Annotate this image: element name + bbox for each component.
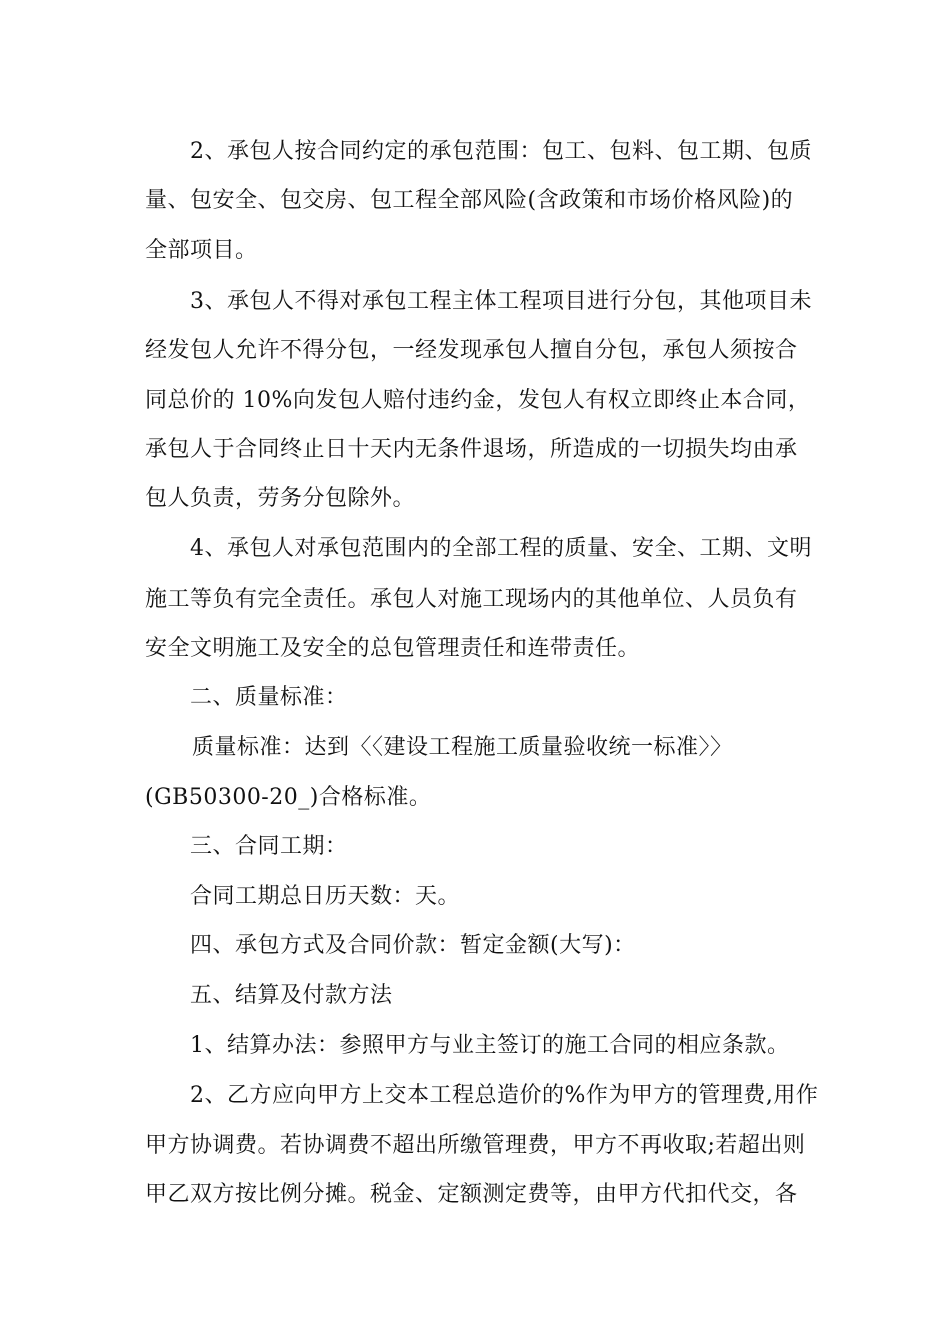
paragraph-line: 2、乙方应向甲方上交本工程总造价的%作为甲方的管理费,用作 [190,1083,819,1108]
paragraph-line: 全部项目。 [145,238,258,263]
paragraph-line: 同总价的 10%向发包人赔付违约金，发包人有权立即终止本合同， [145,388,811,413]
paragraph-line: 承包人于合同终止日十天内无条件退场，所造成的一切损失均由承 [145,437,798,462]
paragraph-line: 量、包安全、包交房、包工程全部风险(含政策和市场价格风险)的 [145,188,794,213]
paragraph-line: 2、承包人按合同约定的承包范围：包工、包料、包工期、包质 [190,139,812,164]
paragraph-line: (GB50300-20_)合格标准。 [145,785,432,810]
paragraph-line: 包人负责，劳务分包除外。 [145,486,416,511]
paragraph-line: 质量标准：达到〈〈建设工程施工质量验收统一标准〉〉 [192,735,733,760]
section-heading: 二、质量标准： [190,685,348,710]
paragraph-line: 安全文明施工及安全的总包管理责任和连带责任。 [145,636,641,661]
paragraph-line: 甲方协调费。若协调费不超出所缴管理费，甲方不再收取;若超出则 [145,1133,806,1158]
paragraph-line: 合同工期总日历天数：天。 [190,884,461,909]
paragraph-line: 4、承包人对承包范围内的全部工程的质量、安全、工期、文明 [190,536,812,561]
paragraph-line: 1、结算办法：参照甲方与业主签订的施工合同的相应条款。 [190,1033,790,1058]
paragraph-line: 3、承包人不得对承包工程主体工程项目进行分包，其他项目未 [190,289,812,314]
section-heading: 四、承包方式及合同价款：暂定金额(大写)： [190,933,636,958]
paragraph-line: 经发包人允许不得分包，一经发现承包人擅自分包，承包人须按合 [145,338,798,363]
section-heading: 三、合同工期： [190,834,348,859]
paragraph-line: 甲乙双方按比例分摊。税金、定额测定费等，由甲方代扣代交，各 [145,1182,798,1207]
section-heading: 五、结算及付款方法 [190,983,393,1008]
paragraph-line: 施工等负有完全责任。承包人对施工现场内的其他单位、人员负有 [145,587,798,612]
